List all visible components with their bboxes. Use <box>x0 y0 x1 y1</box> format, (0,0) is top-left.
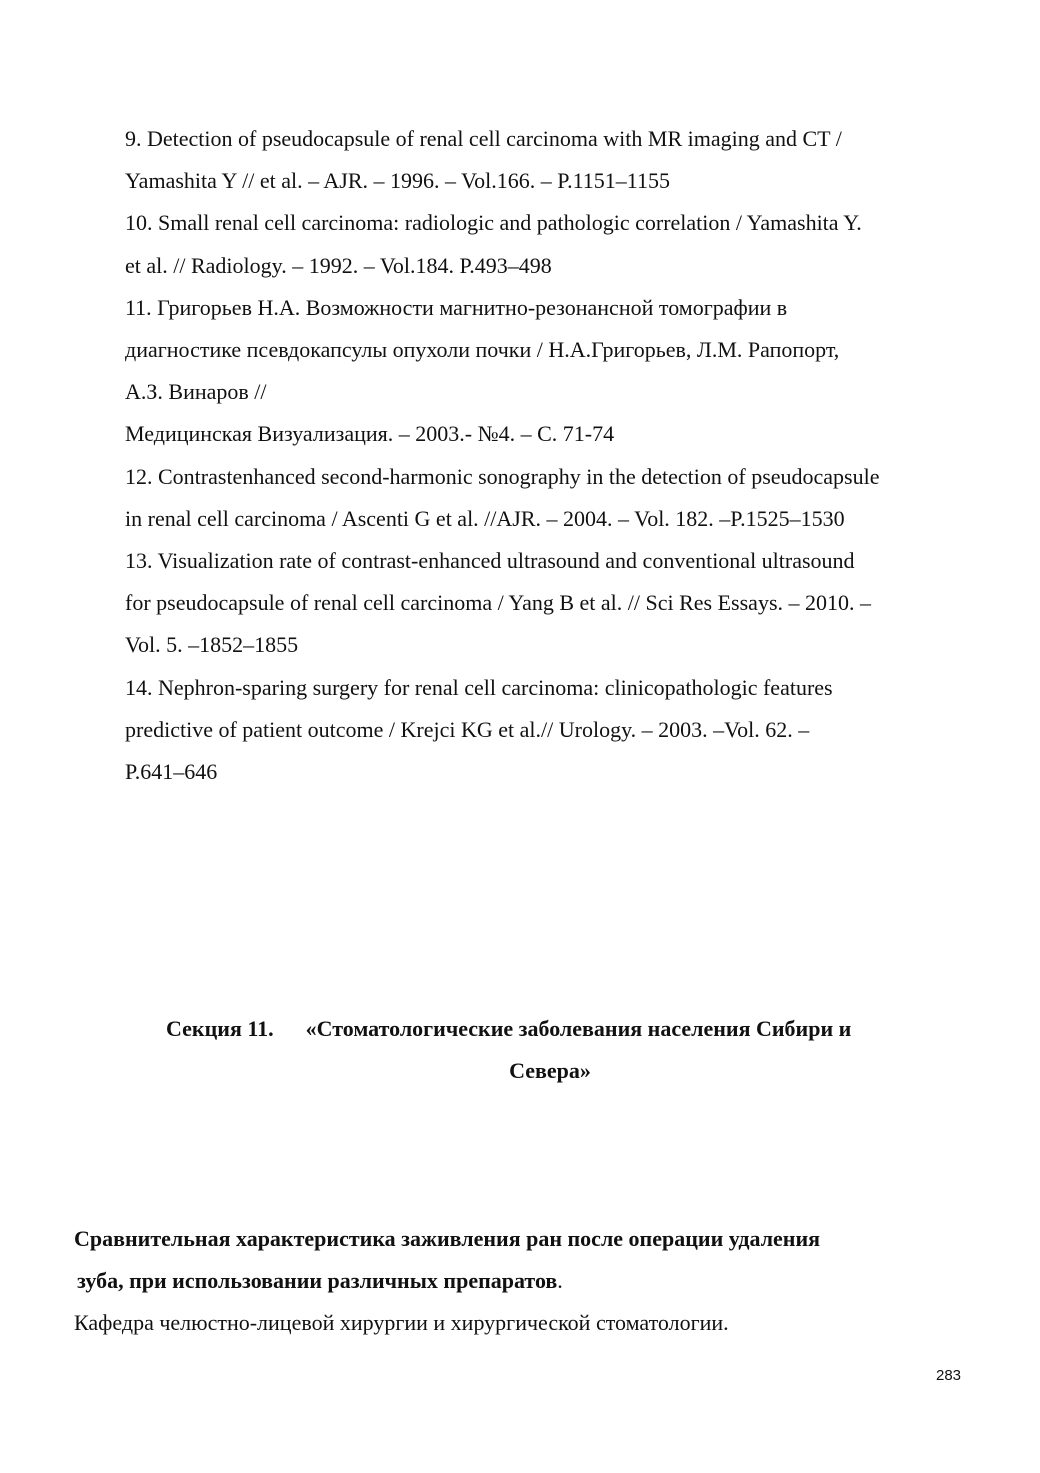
article-title-line1: Сравнительная характеристика заживления ран после операции удаления <box>74 1226 821 1251</box>
reference-line: Vol. 5. –1852–1855 <box>125 632 299 658</box>
article-title-period: . <box>557 1268 563 1293</box>
reference-line: А.З. Винаров // <box>125 379 267 405</box>
page-number: 283 <box>936 1367 962 1384</box>
section-title-line1: «Стоматологические заболевания населения Сибири и <box>305 1016 852 1041</box>
reference-line: 9. Detection of pseudocapsule of renal cell carcinoma with MR imaging and CT / <box>125 126 842 151</box>
article-title <box>74 1218 974 1302</box>
article-title-line2-wrapper <box>74 1260 974 1302</box>
section-label: Секция 11. <box>166 1016 274 1041</box>
reference-line: 11. Григорьев Н.А. Возможности магнитно-резонансной томографии в <box>125 294 788 320</box>
reference-list <box>125 118 975 793</box>
reference-line: Yamashita Y // et al. – AJR. – 1996. – Vol.166. – P.1151–1155 <box>125 168 670 194</box>
department-line: Кафедра челюстно-лицевой хирургии и хирургической стоматологии. <box>74 1310 729 1335</box>
reference-line: 14. Nephron-sparing surgery for renal cell carcinoma: clinicopathologic features <box>125 674 833 700</box>
reference-line: P.641–646 <box>125 759 218 785</box>
section-title-line2: Севера» <box>509 1058 591 1083</box>
reference-line: диагностике псевдокапсулы опухоли почки / Н.А.Григорьев, Л.М. Рапопорт, <box>125 337 840 363</box>
reference-line: in renal cell carcinoma / Ascenti G et al. //AJR. – 2004. – Vol. 182. –P.1525–1530 <box>125 505 845 531</box>
article-title-line2: зуба, при использовании различных препаратов <box>77 1268 558 1293</box>
reference-line: predictive of patient outcome / Krejci KG et al.// Urology. – 2003. –Vol. 62. – <box>125 716 810 742</box>
section-heading <box>80 1008 960 1092</box>
section-heading-line1 <box>80 1008 960 1050</box>
reference-line: 13. Visualization rate of contrast-enhanced ultrasound and conventional ultrasound <box>125 548 855 574</box>
reference-line: et al. // Radiology. – 1992. – Vol.184. P.493–498 <box>125 252 552 278</box>
reference-line: Медицинская Визуализация. – 2003.- №4. – С. 71-74 <box>125 421 615 447</box>
reference-line: 10. Small renal cell carcinoma: radiologic and pathologic correlation / Yamashita Y. <box>125 210 862 236</box>
reference-line: for pseudocapsule of renal cell carcinoma / Yang B et al. // Sci Res Essays. – 2010. – <box>125 590 872 616</box>
reference-line: 12. Contrastenhanced second-harmonic sonography in the detection of pseudocapsule <box>125 463 880 489</box>
